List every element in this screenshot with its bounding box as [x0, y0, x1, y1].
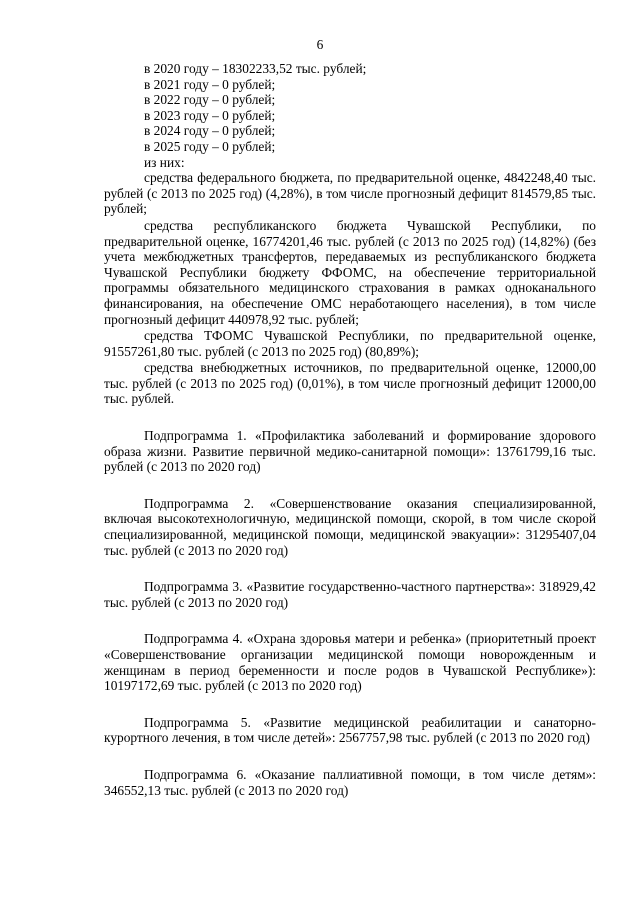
year-line: в 2023 году – 0 рублей;	[144, 107, 276, 123]
year-line: из них:	[144, 154, 185, 170]
document-body	[104, 61, 596, 798]
year-line: в 2024 году – 0 рублей;	[144, 123, 276, 139]
extrabudgetary-paragraph: средства внебюджетных источников, по предварительной оценке, 12000,00 тыс. рублей (с 2013 по 2025 год) (0,01%), в том числе прогнозный дефицит 12000,00 тыс. рублей.	[104, 360, 596, 407]
subprogram-4-paragraph: Подпрограмма 4. «Охрана здоровья матери и ребенка» (приоритетный проект «Совершенствование организации медицинской помощи новорожденным и женщинам в период беременности и после родов в Чувашской Республике»): 10197172,69 тыс. рублей (с 2013 по 2020 год)	[104, 631, 596, 694]
year-line: в 2020 году – 18302233,52 тыс. рублей;	[144, 61, 367, 76]
subprogram-1-paragraph: Подпрограмма 1. «Профилактика заболеваний и формирование здорового образа жизни. Развитие первичной медико-санитарной помощи»: 13761799,16 тыс. рублей (с 2013 по 2020 год)	[104, 428, 596, 475]
subprogram-3-paragraph: Подпрограмма 3. «Развитие государственно-частного партнерства»: 318929,42 тыс. рублей (с 2013 по 2020 год)	[104, 579, 596, 610]
federal-budget-paragraph: средства федерального бюджета, по предварительной оценке, 4842248,40 тыс. рублей (с 2013 по 2025 год) (4,28%), в том числе прогнозный дефицит 814579,85 тыс. рублей;	[104, 170, 596, 217]
year-line: в 2021 году – 0 рублей;	[144, 76, 276, 92]
year-line: в 2022 году – 0 рублей;	[144, 92, 276, 108]
subprogram-2-paragraph: Подпрограмма 2. «Совершенствование оказания специализированной, включая высокотехнологичную, медицинской помощи, скорой, в том числе скорой специализированной, медицинской помощи, медицинской эвакуации»: 31295407,04 тыс. рублей (с 2013 по 2020 год)	[104, 495, 596, 558]
page-number: 6	[316, 37, 324, 52]
tfoms-paragraph: средства ТФОМС Чувашской Республики, по предварительной оценке, 91557261,80 тыс. рублей (с 2013 по 2025 год) (80,89%);	[104, 328, 596, 359]
subprogram-5-paragraph: Подпрограмма 5. «Развитие медицинской реабилитации и санаторно-курортного лечения, в том числе детей»: 2567757,98 тыс. рублей (с 2013 по 2020 год)	[104, 714, 596, 746]
year-line: в 2025 году – 0 рублей;	[144, 138, 276, 154]
subprogram-6-paragraph: Подпрограмма 6. «Оказание паллиативной помощи, в том числе детям»: 346552,13 тыс. рублей (с 2013 по 2020 год)	[104, 766, 596, 798]
republic-budget-paragraph: средства республиканского бюджета Чувашской Республики, по предварительной оценке, 16774201,46 тыс. рублей (с 2013 по 2025 год) (14,82%) (без учета межбюджетных трансфертов, передаваемых из республиканского бюджета Чувашской Республики бюджету ФФОМС, на обеспечение территориальной программы обязательного медицинского страхования в рамках одноканального финансирования, на обеспечение ОМС неработающего населения), в том числе прогнозный дефицит 440978,92 тыс. рублей;	[104, 217, 596, 327]
